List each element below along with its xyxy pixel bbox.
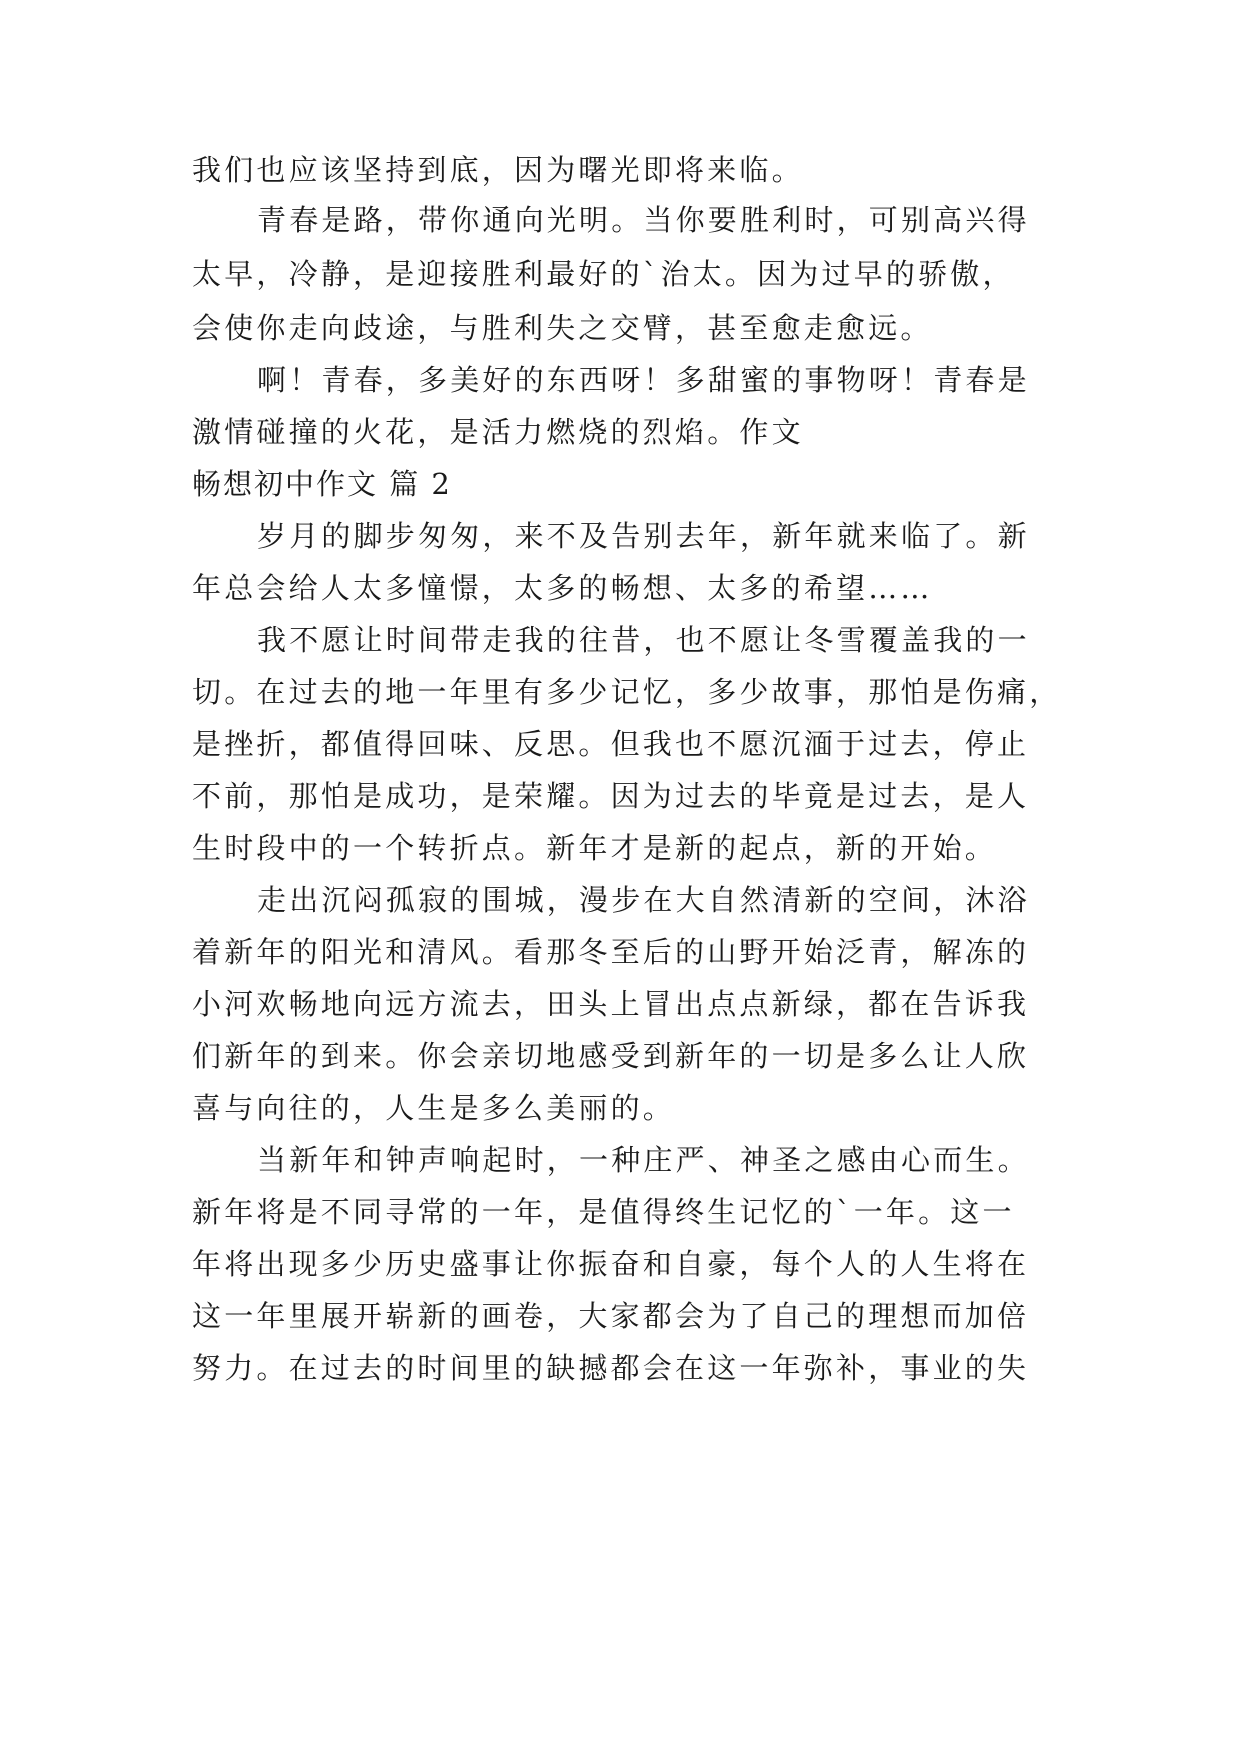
text-line: 小河欢畅地向远方流去，田头上冒出点点新绿，都在告诉我: [192, 987, 1030, 1021]
text-line: 会使你走向歧途，与胜利失之交臂，甚至愈走愈远。: [192, 311, 933, 345]
text-line: 努力。在过去的时间里的缺撼都会在这一年弥补，事业的失: [192, 1351, 1030, 1385]
text-line: 年将出现多少历史盛事让你振奋和自豪，每个人的人生将在: [192, 1247, 1030, 1281]
text-line: 新年将是不同寻常的一年，是值得终生记忆的`一年。这一: [192, 1195, 1015, 1229]
text-line: 这一年里展开崭新的画卷，大家都会为了自己的理想而加倍: [192, 1299, 1030, 1333]
text-line: 岁月的脚步匆匆，来不及告别去年，新年就来临了。新: [257, 519, 1030, 553]
section-heading: 畅想初中作文 篇 2: [192, 467, 452, 501]
text-line: 着新年的阳光和清风。看那冬至后的山野开始泛青，解冻的: [192, 935, 1030, 969]
text-line: 切。在过去的地一年里有多少记忆，多少故事，那怕是伤痛，: [192, 675, 1062, 709]
text-line: 喜与向往的，人生是多么美丽的。: [192, 1091, 676, 1125]
text-line: 不前，那怕是成功，是荣耀。因为过去的毕竟是过去，是人: [192, 779, 1030, 813]
text-line: 生时段中的一个转折点。新年才是新的起点，新的开始。: [192, 831, 998, 865]
text-line: 我们也应该坚持到底，因为曙光即将来临。: [192, 153, 804, 187]
text-line: 是挫折，都值得回味、反思。但我也不愿沉湎于过去，停止: [192, 727, 1030, 761]
text-line: 太早，冷静，是迎接胜利最好的`治太。因为过早的骄傲，: [192, 257, 1015, 291]
text-line: 啊！青春，多美好的东西呀！多甜蜜的事物呀！青春是: [257, 363, 1030, 397]
text-line: 年总会给人太多憧憬，太多的畅想、太多的希望……: [192, 571, 933, 605]
text-line: 我不愿让时间带走我的往昔，也不愿让冬雪覆盖我的一: [257, 623, 1030, 657]
text-line: 走出沉闷孤寂的围城，漫步在大自然清新的空间，沐浴: [257, 883, 1030, 917]
text-line: 当新年和钟声响起时，一种庄严、神圣之感由心而生。: [257, 1143, 1030, 1177]
text-line: 们新年的到来。你会亲切地感受到新年的一切是多么让人欣: [192, 1039, 1030, 1073]
text-line: 青春是路，带你通向光明。当你要胜利时，可别高兴得: [257, 203, 1030, 237]
text-line: 激情碰撞的火花，是活力燃烧的烈焰。作文: [192, 415, 804, 449]
